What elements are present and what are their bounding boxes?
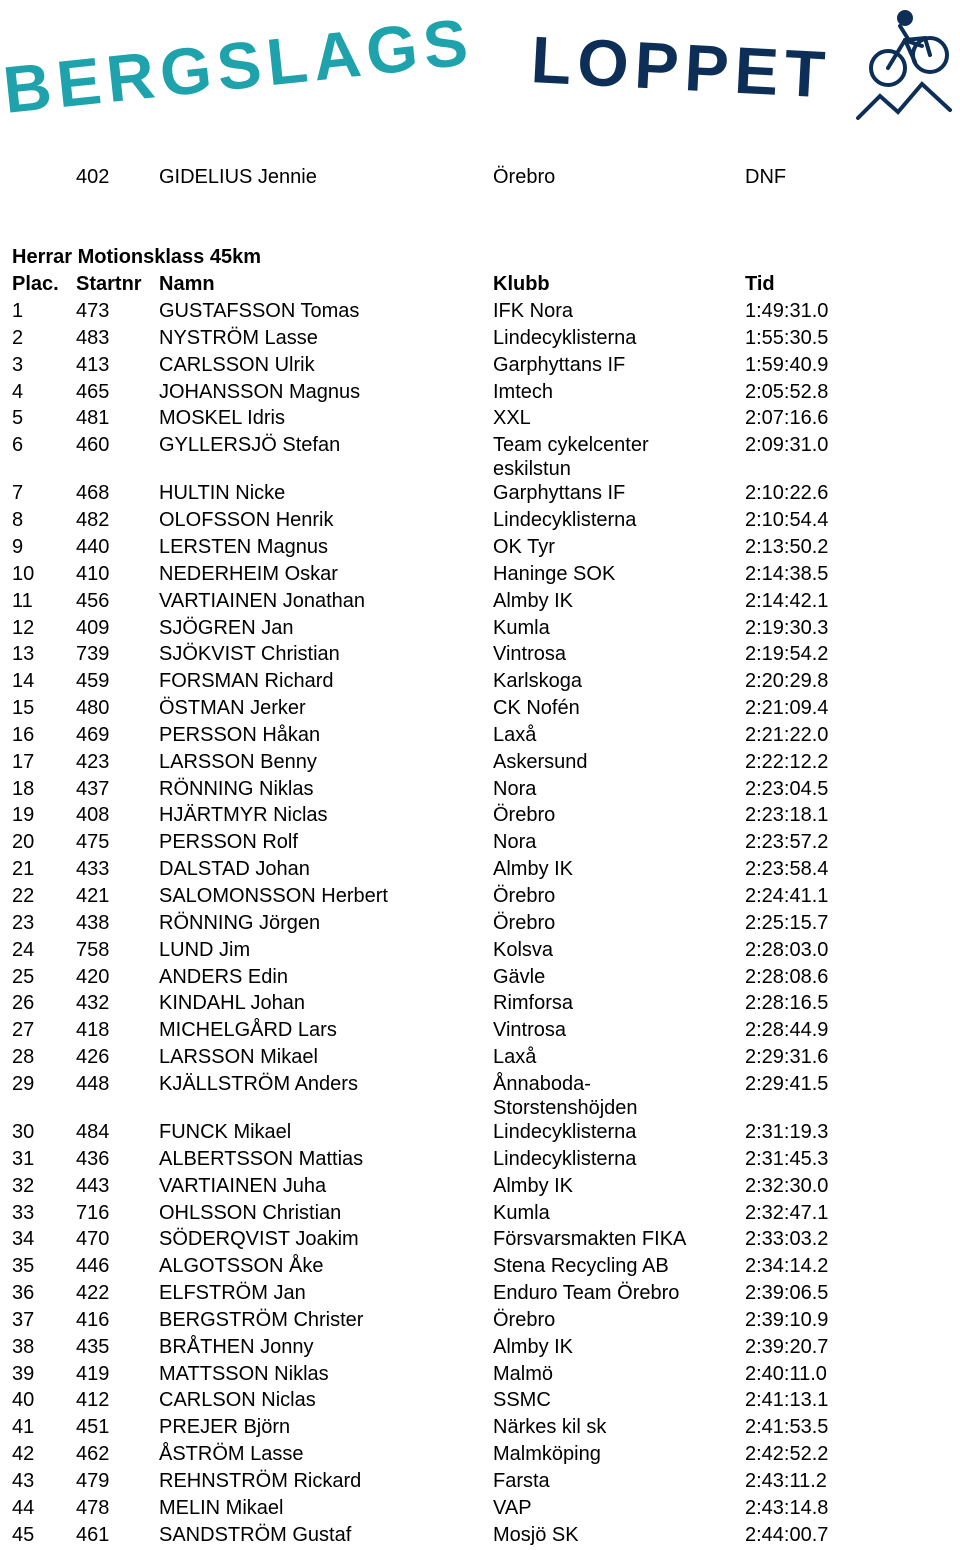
startnr-cell: 422 (76, 1282, 110, 1305)
time-cell: 2:07:16.6 (745, 407, 829, 430)
club-cell: OK Tyr (493, 535, 555, 558)
startnr-cell: 435 (76, 1335, 110, 1358)
club-cell: VAP (493, 1496, 532, 1519)
plac-cell: 14 (12, 670, 35, 693)
time-cell: 2:42:52.2 (745, 1443, 829, 1466)
name-cell: MICHELGÅRD Lars (159, 1019, 337, 1042)
startnr-cell: 480 (76, 697, 110, 720)
startnr-cell: 460 (76, 434, 110, 457)
name-cell: FORSMAN Richard (159, 670, 334, 693)
plac-cell: 43 (12, 1470, 35, 1492)
name-cell: NYSTRÖM Lasse (159, 326, 318, 349)
logo-text-light: BERGSLAGS (0, 3, 477, 127)
table-row (0, 777, 960, 804)
startnr-cell: 416 (76, 1308, 110, 1331)
club-cell: Kolsva (493, 938, 554, 961)
table-row (0, 508, 960, 535)
startnr-cell: 483 (76, 326, 110, 349)
bergslagsloppet-logo (0, 0, 960, 130)
club-cell: Örebro (493, 804, 556, 827)
plac-cell: 41 (12, 1416, 35, 1439)
startnr-cell: 408 (76, 804, 110, 827)
time-cell: 2:23:18.1 (745, 804, 829, 827)
time-cell: 2:28:16.5 (745, 992, 829, 1015)
table-row (0, 1496, 960, 1523)
time-cell: DNF (745, 166, 787, 188)
plac-cell: 16 (12, 723, 35, 746)
name-cell: HJÄRTMYR Niclas (159, 804, 328, 827)
startnr-cell: 758 (76, 938, 110, 961)
table-row (0, 481, 960, 508)
time-cell: 2:28:44.9 (745, 1019, 829, 1042)
table-row (0, 1174, 960, 1201)
club-cell: Vintrosa (493, 643, 567, 666)
time-cell: 2:34:14.2 (745, 1255, 829, 1278)
table-row (0, 911, 960, 938)
name-cell: SJÖKVIST Christian (159, 643, 340, 666)
header-name: Namn (159, 273, 215, 295)
time-cell: 2:10:54.4 (745, 509, 829, 532)
table-row (0, 669, 960, 696)
plac-cell: 38 (12, 1335, 35, 1358)
startnr-cell: 421 (76, 885, 110, 907)
name-cell: ÖSTMAN Jerker (159, 697, 306, 720)
table-row (0, 589, 960, 616)
name-cell: ANDERS Edin (159, 965, 288, 988)
club-cell: Lindecyklisterna (493, 1147, 637, 1170)
startnr-cell: 410 (76, 562, 110, 585)
name-cell: DALSTAD Johan (159, 858, 310, 881)
time-cell: 2:43:11.2 (745, 1470, 827, 1492)
club-cell: Stena Recycling AB (493, 1255, 669, 1278)
name-cell: SALOMONSSON Herbert (159, 885, 388, 907)
time-cell: 2:09:31.0 (745, 434, 829, 457)
club-cell: Nora (493, 777, 537, 800)
table-row (0, 1018, 960, 1045)
name-cell: ALGOTSSON Åke (159, 1255, 324, 1278)
startnr-cell: 459 (76, 670, 110, 693)
header-time: Tid (745, 273, 775, 295)
startnr-cell: 443 (76, 1174, 110, 1197)
time-cell: 1:49:31.0 (745, 300, 829, 322)
name-cell: PREJER Björn (159, 1416, 291, 1439)
time-cell: 2:21:22.0 (745, 723, 829, 746)
table-row (0, 991, 960, 1018)
startnr-cell: 716 (76, 1201, 110, 1224)
name-cell: REHNSTRÖM Rickard (159, 1470, 362, 1492)
club-cell: Almby IK (493, 858, 574, 881)
name-cell: KINDAHL Johan (159, 992, 305, 1015)
table-row (0, 750, 960, 777)
club-cell: Ånnaboda-Storstenshöjden (493, 1072, 638, 1119)
header-plac: Plac. (12, 273, 59, 295)
time-cell: 2:28:08.6 (745, 965, 829, 988)
table-row (0, 965, 960, 992)
time-cell: 2:22:12.2 (745, 750, 829, 773)
time-cell: 2:21:09.4 (745, 697, 829, 720)
header-club: Klubb (493, 273, 550, 295)
table-row (0, 433, 960, 481)
club-cell: Lindecyklisterna (493, 509, 637, 532)
time-cell: 2:44:00.7 (745, 1523, 829, 1546)
plac-cell: 1 (12, 300, 24, 322)
name-cell: GIDELIUS Jennie (159, 166, 317, 188)
table-row (0, 1442, 960, 1469)
time-cell: 2:28:03.0 (745, 938, 829, 961)
club-cell: XXL (493, 407, 531, 430)
name-cell: PERSSON Håkan (159, 723, 321, 746)
name-cell: BRÅTHEN Jonny (159, 1335, 314, 1358)
plac-cell: 6 (12, 434, 24, 457)
startnr-cell: 479 (76, 1470, 110, 1492)
plac-cell: 34 (12, 1228, 35, 1251)
startnr-cell: 402 (76, 166, 110, 188)
plac-cell: 35 (12, 1255, 35, 1278)
time-cell: 2:29:31.6 (745, 1046, 829, 1069)
plac-cell: 30 (12, 1120, 35, 1143)
startnr-cell: 412 (76, 1389, 110, 1412)
table-row (0, 1254, 960, 1281)
table-row (0, 562, 960, 589)
plac-cell: 20 (12, 831, 35, 854)
previous-class-entry (0, 165, 960, 192)
time-cell: 2:14:42.1 (745, 589, 829, 612)
startnr-cell: 475 (76, 831, 110, 854)
time-cell: 2:23:58.4 (745, 858, 829, 881)
name-cell: SJÖGREN Jan (159, 616, 294, 639)
time-cell: 2:31:45.3 (745, 1147, 829, 1170)
name-cell: LUND Jim (159, 938, 251, 961)
plac-cell: 12 (12, 616, 35, 639)
table-row (0, 1227, 960, 1254)
startnr-cell: 446 (76, 1255, 110, 1278)
plac-cell: 26 (12, 992, 35, 1015)
club-cell: Garphyttans IF (493, 353, 626, 376)
plac-cell: 11 (12, 589, 33, 612)
table-row (0, 616, 960, 643)
plac-cell: 4 (12, 380, 24, 403)
plac-cell: 44 (12, 1496, 35, 1519)
startnr-cell: 481 (76, 407, 110, 430)
startnr-cell: 739 (76, 643, 110, 666)
table-row (0, 1147, 960, 1174)
logo-text-dark: LOPPET (529, 22, 833, 112)
time-cell: 2:29:41.5 (745, 1072, 829, 1095)
club-cell: CK Nofén (493, 697, 580, 720)
table-row (0, 723, 960, 750)
startnr-cell: 409 (76, 616, 110, 639)
plac-cell: 32 (12, 1174, 35, 1197)
club-cell: Kumla (493, 616, 550, 639)
table-row (0, 1469, 960, 1496)
club-cell: Lindecyklisterna (493, 326, 637, 349)
time-cell: 2:24:41.1 (745, 885, 829, 907)
plac-cell: 23 (12, 911, 35, 934)
time-cell: 2:32:30.0 (745, 1174, 829, 1197)
startnr-cell: 432 (76, 992, 110, 1015)
startnr-cell: 469 (76, 723, 110, 746)
club-cell: Garphyttans IF (493, 482, 626, 505)
class-title: Herrar Motionsklass 45km (12, 246, 262, 268)
name-cell: LARSSON Benny (159, 750, 317, 773)
time-cell: 1:55:30.5 (745, 326, 829, 349)
table-row (0, 1072, 960, 1119)
name-cell: CARLSON Niclas (159, 1389, 316, 1412)
club-cell: Försvarsmakten FIKA (493, 1228, 687, 1251)
time-cell: 2:25:15.7 (745, 911, 829, 934)
name-cell: ELFSTRÖM Jan (159, 1282, 306, 1305)
startnr-cell: 470 (76, 1228, 110, 1251)
startnr-cell: 468 (76, 482, 110, 505)
name-cell: VARTIAINEN Juha (159, 1174, 327, 1197)
plac-cell: 17 (12, 750, 35, 773)
startnr-cell: 462 (76, 1443, 110, 1466)
plac-cell: 33 (12, 1201, 35, 1224)
startnr-cell: 419 (76, 1362, 110, 1385)
name-cell: HULTIN Nicke (159, 482, 286, 505)
name-cell: OLOFSSON Henrik (159, 509, 334, 532)
club-cell: Örebro (493, 166, 556, 188)
club-cell: Team cykelcenter eskilstun (493, 434, 649, 481)
club-cell: Almby IK (493, 1335, 574, 1358)
name-cell: BERGSTRÖM Christer (159, 1308, 364, 1331)
header-startnr: Startnr (76, 273, 142, 295)
time-cell: 2:14:38.5 (745, 562, 829, 585)
table-row (0, 857, 960, 884)
club-cell: Lindecyklisterna (493, 1120, 637, 1143)
name-cell: VARTIAINEN Jonathan (159, 589, 366, 612)
club-cell: Örebro (493, 885, 556, 907)
name-cell: MELIN Mikael (159, 1496, 284, 1519)
name-cell: MATTSSON Niklas (159, 1362, 329, 1385)
startnr-cell: 456 (76, 589, 110, 612)
name-cell: ALBERTSSON Mattias (159, 1147, 364, 1170)
plac-cell: 8 (12, 509, 24, 532)
name-cell: OHLSSON Christian (159, 1201, 342, 1224)
logo-graphic (0, 0, 960, 130)
time-cell: 2:40:11.0 (745, 1362, 827, 1385)
table-row (0, 1308, 960, 1335)
time-cell: 2:13:50.2 (745, 535, 829, 558)
plac-cell: 42 (12, 1443, 35, 1466)
table-row (0, 299, 960, 326)
plac-cell: 45 (12, 1523, 35, 1546)
startnr-cell: 437 (76, 777, 110, 800)
table-row (0, 535, 960, 562)
club-cell: Mosjö SK (493, 1523, 579, 1546)
name-cell: RÖNNING Niklas (159, 777, 314, 800)
startnr-cell: 473 (76, 300, 110, 322)
club-cell: Haninge SOK (493, 562, 616, 585)
club-cell: Almby IK (493, 1174, 574, 1197)
time-cell: 2:32:47.1 (745, 1201, 829, 1224)
name-cell: ÅSTRÖM Lasse (159, 1443, 304, 1466)
time-cell: 2:31:19.3 (745, 1120, 829, 1143)
table-row (0, 1415, 960, 1442)
club-cell: Laxå (493, 723, 537, 746)
name-cell: LARSSON Mikael (159, 1046, 318, 1069)
time-cell: 2:23:04.5 (745, 777, 829, 800)
table-row (0, 1281, 960, 1308)
club-cell: Örebro (493, 911, 556, 934)
club-cell: Enduro Team Örebro (493, 1282, 680, 1305)
name-cell: GYLLERSJÖ Stefan (159, 434, 341, 457)
startnr-cell: 478 (76, 1496, 110, 1519)
name-cell: GUSTAFSSON Tomas (159, 300, 360, 322)
plac-cell: 22 (12, 885, 35, 907)
club-cell: SSMC (493, 1389, 551, 1412)
startnr-cell: 448 (76, 1072, 110, 1095)
club-cell: IFK Nora (493, 300, 574, 322)
startnr-cell: 420 (76, 965, 110, 988)
plac-cell: 36 (12, 1282, 35, 1305)
table-row (0, 353, 960, 380)
plac-cell: 9 (12, 535, 24, 558)
club-cell: Närkes kil sk (493, 1416, 607, 1439)
name-cell: MOSKEL Idris (159, 407, 285, 430)
club-cell: Askersund (493, 750, 588, 773)
plac-cell: 21 (12, 858, 35, 881)
plac-cell: 10 (12, 562, 35, 585)
club-cell: Nora (493, 831, 537, 854)
plac-cell: 15 (12, 697, 35, 720)
plac-cell: 5 (12, 407, 24, 430)
time-cell: 2:33:03.2 (745, 1228, 829, 1251)
club-cell: Vintrosa (493, 1019, 567, 1042)
name-cell: PERSSON Rolf (159, 831, 298, 854)
table-row (0, 1335, 960, 1362)
club-cell: Almby IK (493, 589, 574, 612)
table-row (0, 1201, 960, 1228)
name-cell: LERSTEN Magnus (159, 535, 328, 558)
startnr-cell: 465 (76, 380, 110, 403)
startnr-cell: 451 (76, 1416, 110, 1439)
table-header (0, 272, 960, 299)
plac-cell: 19 (12, 804, 35, 827)
table-row (0, 406, 960, 433)
plac-cell: 3 (12, 353, 24, 376)
table-row (0, 326, 960, 353)
startnr-cell: 433 (76, 858, 110, 881)
table-row (0, 1045, 960, 1072)
club-cell: Malmö (493, 1362, 554, 1385)
table-row (0, 1388, 960, 1415)
club-cell: Karlskoga (493, 670, 582, 693)
plac-cell: 24 (12, 938, 35, 961)
club-cell: Kumla (493, 1201, 550, 1224)
cyclist-icon (858, 12, 950, 118)
name-cell: KJÄLLSTRÖM Anders (159, 1072, 358, 1095)
startnr-cell: 461 (76, 1523, 110, 1546)
plac-cell: 29 (12, 1072, 35, 1095)
startnr-cell: 423 (76, 750, 110, 773)
startnr-cell: 438 (76, 911, 110, 934)
table-row (0, 1362, 960, 1389)
startnr-cell: 413 (76, 353, 110, 376)
club-cell: Laxå (493, 1046, 537, 1069)
time-cell: 2:10:22.6 (745, 482, 829, 505)
club-cell: Örebro (493, 1308, 556, 1331)
name-cell: CARLSSON Ulrik (159, 353, 315, 376)
plac-cell: 7 (12, 482, 24, 505)
plac-cell: 18 (12, 777, 35, 800)
table-row (0, 1120, 960, 1147)
time-cell: 2:39:20.7 (745, 1335, 829, 1358)
club-cell: Rimforsa (493, 992, 574, 1015)
name-cell: SÖDERQVIST Joakim (159, 1228, 359, 1251)
table-row (0, 830, 960, 857)
time-cell: 2:23:57.2 (745, 831, 829, 854)
table-row (0, 380, 960, 407)
plac-cell: 25 (12, 965, 35, 988)
table-row (0, 696, 960, 723)
time-cell: 2:39:06.5 (745, 1282, 829, 1305)
club-cell: Farsta (493, 1470, 550, 1492)
time-cell: 2:39:10.9 (745, 1308, 829, 1331)
startnr-cell: 418 (76, 1019, 110, 1042)
name-cell: RÖNNING Jörgen (159, 911, 321, 934)
plac-cell: 31 (12, 1147, 35, 1170)
startnr-cell: 484 (76, 1120, 110, 1143)
startnr-cell: 426 (76, 1046, 110, 1069)
plac-cell: 40 (12, 1389, 35, 1412)
startnr-cell: 436 (76, 1147, 110, 1170)
time-cell: 2:19:30.3 (745, 616, 829, 639)
time-cell: 2:43:14.8 (745, 1496, 829, 1519)
table-row (0, 1523, 960, 1550)
plac-cell: 28 (12, 1046, 35, 1069)
name-cell: FUNCK Mikael (159, 1120, 292, 1143)
table-row (0, 642, 960, 669)
time-cell: 1:59:40.9 (745, 353, 829, 376)
time-cell: 2:41:53.5 (745, 1416, 829, 1439)
table-row (0, 938, 960, 965)
time-cell: 2:20:29.8 (745, 670, 829, 693)
club-cell: Imtech (493, 380, 554, 403)
club-cell: Malmköping (493, 1443, 601, 1466)
name-cell: NEDERHEIM Oskar (159, 562, 338, 585)
plac-cell: 37 (12, 1308, 35, 1331)
time-cell: 2:41:13.1 (745, 1389, 829, 1412)
plac-cell: 39 (12, 1362, 35, 1385)
plac-cell: 13 (12, 643, 35, 666)
plac-cell: 2 (12, 326, 24, 349)
plac-cell: 27 (12, 1019, 35, 1042)
name-cell: JOHANSSON Magnus (159, 380, 361, 403)
club-cell: Gävle (493, 965, 546, 988)
table-row (0, 803, 960, 830)
time-cell: 2:19:54.2 (745, 643, 829, 666)
table-row (0, 884, 960, 911)
startnr-cell: 482 (76, 509, 110, 532)
time-cell: 2:05:52.8 (745, 380, 829, 403)
startnr-cell: 440 (76, 535, 110, 558)
name-cell: SANDSTRÖM Gustaf (159, 1523, 352, 1546)
